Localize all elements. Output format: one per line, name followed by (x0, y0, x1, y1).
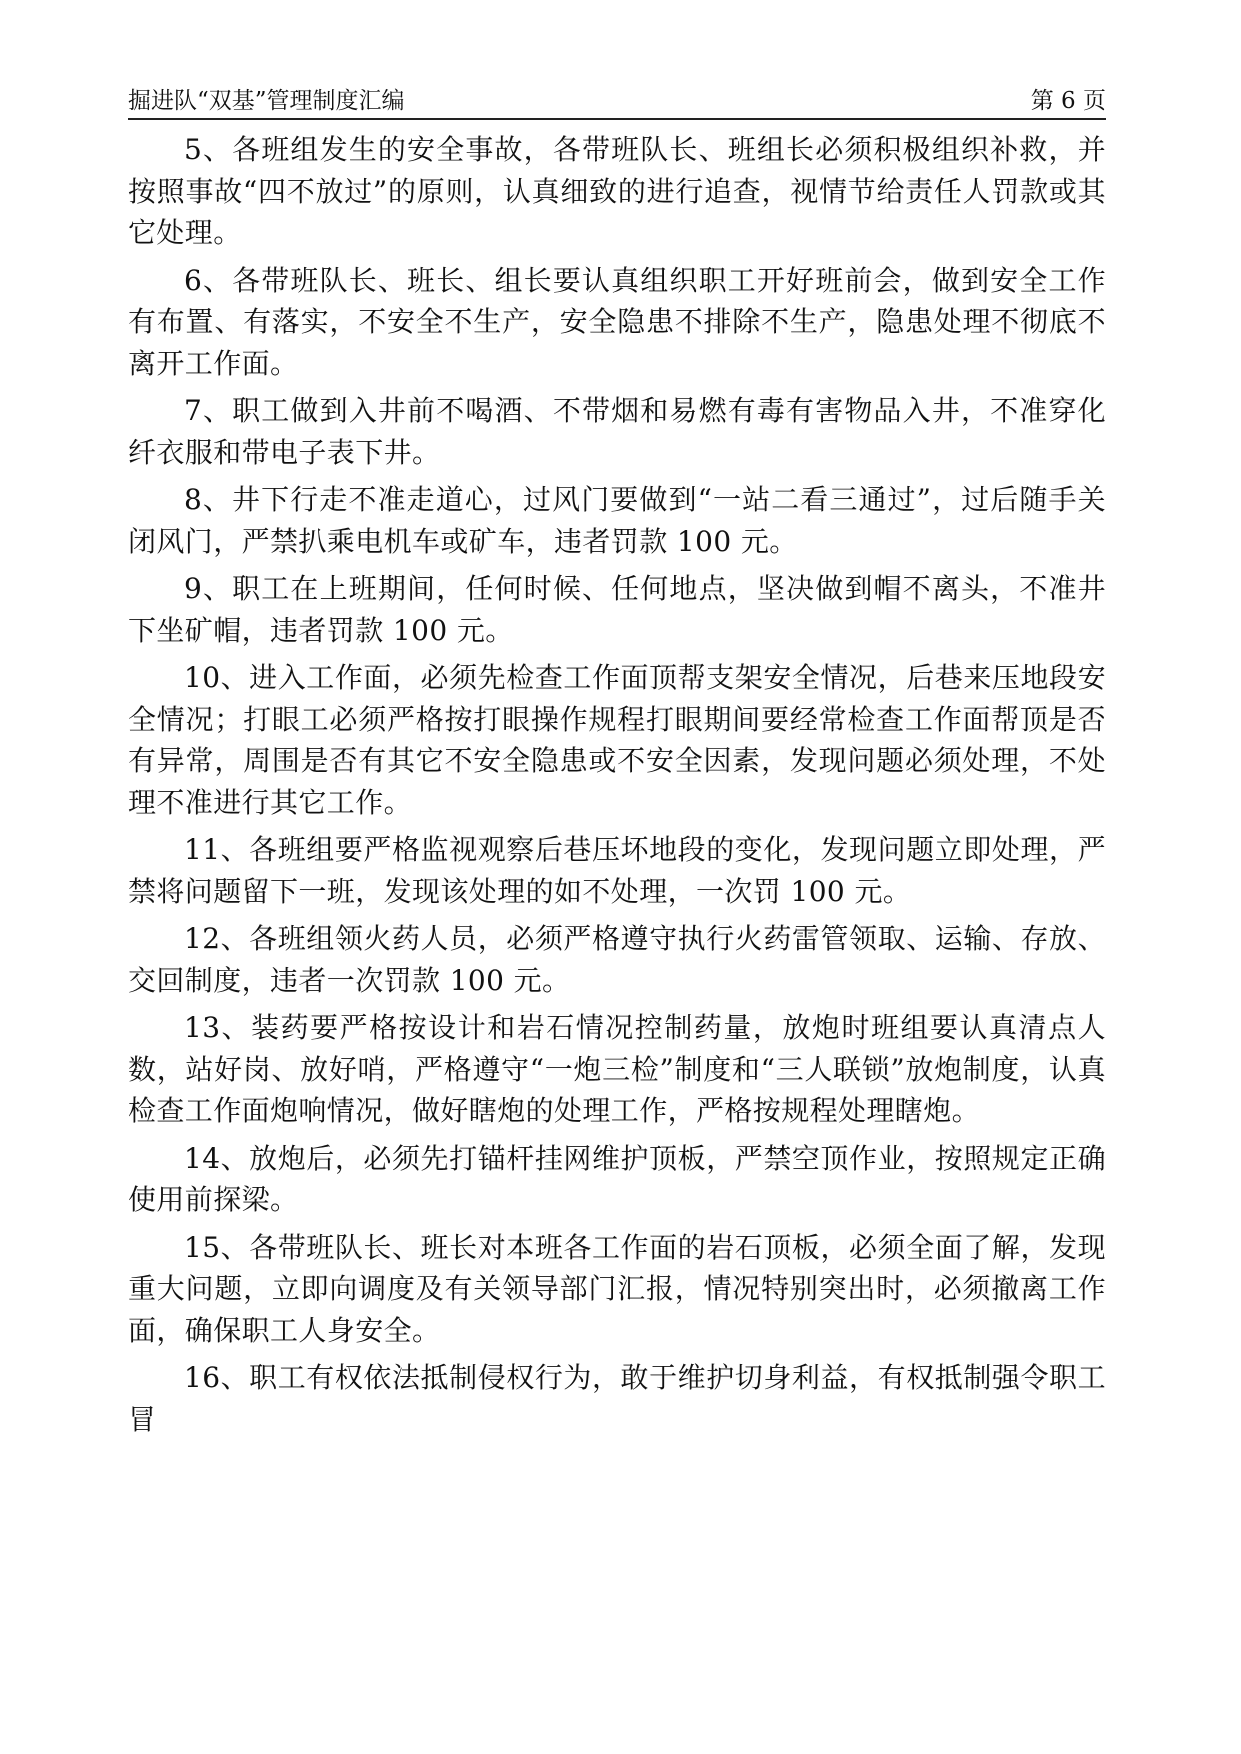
rule-paragraph-9: 9、职工在上班期间，任何时候、任何地点，坚决做到帽不离头，不准井下坐矿帽，违者罚款 100 元。 (128, 572, 1106, 647)
document-title: 掘进队“双基”管理制度汇编 (128, 88, 405, 114)
rule-paragraph-12: 12、各班组领火药人员，必须严格遵守执行火药雷管领取、运输、存放、交回制度，违者一次罚款 100 元。 (128, 922, 1106, 997)
rule-paragraph-16: 16、职工有权依法抵制侵权行为，敢于维护切身利益，有权抵制强令职工冒 (128, 1361, 1106, 1436)
rule-paragraph-10: 10、进入工作面，必须先检查工作面顶帮支架安全情况，后巷来压地段安全情况；打眼工必须严格按打眼操作规程打眼期间要经常检查工作面帮顶是否有异常，周围是否有其它不安全隐患或不安全因素，发现问题必须处理，不处理不准进行其它工作。 (128, 661, 1106, 819)
rule-paragraph-13: 13、装药要严格按设计和岩石情况控制药量，放炮时班组要认真清点人数，站好岗、放好哨，严格遵守“一炮三检”制度和“三人联锁”放炮制度，认真检查工作面炮响情况，做好瞎炮的处理工作，严格按规程处理瞎炮。 (128, 1011, 1106, 1127)
document-body (128, 129, 1106, 1446)
rule-paragraph-8: 8、井下行走不准走道心，过风门要做到“一站二看三通过”，过后随手关闭风门，严禁扒乘电机车或矿车，违者罚款 100 元。 (128, 483, 1106, 558)
rule-paragraph-7: 7、职工做到入井前不喝酒、不带烟和易燃有毒有害物品入井，不准穿化纤衣服和带电子表下井。 (128, 394, 1106, 469)
page-header (128, 86, 1106, 120)
rule-paragraph-11: 11、各班组要严格监视观察后巷压坏地段的变化，发现问题立即处理，严禁将问题留下一班，发现该处理的如不处理，一次罚 100 元。 (128, 833, 1106, 908)
rule-paragraph-6: 6、各带班队长、班长、组长要认真组织职工开好班前会，做到安全工作有布置、有落实，不安全不生产，安全隐患不排除不生产，隐患处理不彻底不离开工作面。 (128, 263, 1106, 380)
page-number: 第 6 页 (1030, 88, 1106, 114)
rule-paragraph-15: 15、各带班队长、班长对本班各工作面的岩石顶板，必须全面了解，发现重大问题，立即向调度及有关领导部门汇报，情况特别突出时，必须撤离工作面，确保职工人身安全。 (128, 1230, 1106, 1347)
rule-paragraph-5: 5、各班组发生的安全事故，各带班队长、班组长必须积极组织补救，并按照事故“四不放过”的原则，认真细致的进行追查，视情节给责任人罚款或其它处理。 (128, 133, 1106, 249)
rule-paragraph-14: 14、放炮后，必须先打锚杆挂网维护顶板，严禁空顶作业，按照规定正确使用前探梁。 (128, 1141, 1106, 1216)
